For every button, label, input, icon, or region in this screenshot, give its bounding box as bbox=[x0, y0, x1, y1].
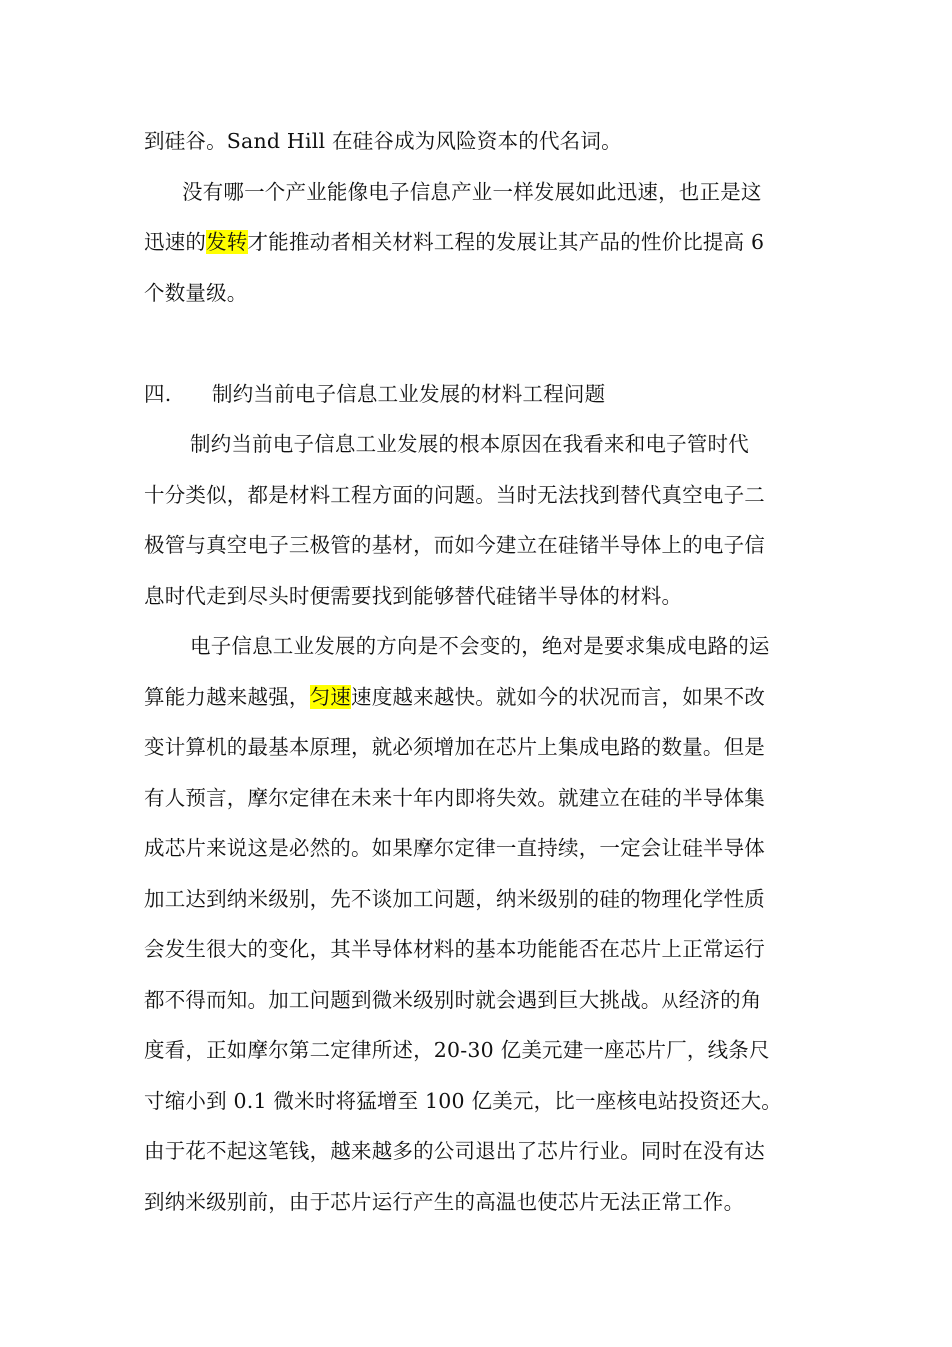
section-heading bbox=[144, 375, 810, 413]
paragraph-line bbox=[144, 981, 810, 1019]
line-text: 速度越来越快。就如今的状况而言，如果不改 bbox=[351, 684, 766, 709]
section-number: 四. bbox=[144, 381, 172, 406]
highlighted-text: 匀速 bbox=[309, 684, 352, 709]
line-text: 经济的角 bbox=[678, 987, 762, 1012]
line-text: 算能力越来越强， bbox=[144, 684, 310, 709]
paragraph-line: 寸缩小到 0.1 微米时将猛增至 100 亿美元，比一座核电站投资还大。 bbox=[144, 1088, 782, 1113]
section-title: 制约当前电子信息工业发展的材料工程问题 bbox=[212, 381, 606, 406]
paragraph-line bbox=[144, 223, 810, 261]
paragraph-line: 极管与真空电子三极管的基材，而如今建立在硅锗半导体上的电子信 bbox=[144, 533, 765, 557]
paragraph-line: 到纳米级别前，由于芯片运行产生的高温也使芯片无法正常工作。 bbox=[144, 1189, 745, 1214]
paragraph-line: 变计算机的最基本原理，就必须增加在芯片上集成电路的数量。但是 bbox=[144, 735, 765, 759]
paragraph-line: 会发生很大的变化，其半导体材料的基本功能能否在芯片上正常运行 bbox=[144, 937, 765, 961]
line-text-small: 从 bbox=[661, 991, 679, 1012]
paragraph-line: 加工达到纳米级别，先不谈加工问题，纳米级别的硅的物理化学性质 bbox=[144, 886, 765, 911]
highlighted-text: 发转 bbox=[206, 230, 248, 254]
paragraph-line: 息时代走到尽头时便需要找到能够替代硅锗半导体的材料。 bbox=[144, 583, 683, 608]
paragraph-line: 十分类似，都是材料工程方面的问题。当时无法找到替代真空电子二 bbox=[144, 482, 765, 507]
paragraph-line: 有人预言，摩尔定律在未来十年内即将失效。就建立在硅的半导体集 bbox=[144, 785, 765, 810]
paragraph-line: 由于花不起这笔钱，越来越多的公司退出了芯片行业。同时在没有达 bbox=[144, 1139, 765, 1163]
line-text: 都不得而知。加工问题到微米级别时就会遇到巨大挑战。 bbox=[144, 987, 662, 1012]
line-text: 才能推动者相关材料工程的发展让其产品的性价比提高 6 bbox=[247, 230, 765, 254]
paragraph-line: 没有哪一个产业能像电子信息产业一样发展如此迅速，也正是这 bbox=[182, 179, 762, 204]
document-body bbox=[144, 122, 810, 1233]
blank-line bbox=[144, 324, 810, 362]
paragraph-line: 度看，正如摩尔第二定律所述，20-30 亿美元建一座芯片厂，线条尺 bbox=[144, 1038, 770, 1062]
paragraph-line bbox=[144, 678, 810, 716]
paragraph-line: 成芯片来说这是必然的。如果摩尔定律一直持续，一定会让硅半导体 bbox=[144, 836, 765, 860]
paragraph-line: 到硅谷。Sand Hill 在硅谷成为风险资本的代名词。 bbox=[144, 129, 622, 153]
paragraph-line: 电子信息工业发展的方向是不会变的，绝对是要求集成电路的运 bbox=[190, 634, 770, 658]
line-text: 迅速的 bbox=[144, 230, 207, 254]
paragraph-line: 制约当前电子信息工业发展的根本原因在我看来和电子管时代 bbox=[190, 432, 749, 456]
paragraph-line: 个数量级。 bbox=[144, 280, 248, 305]
